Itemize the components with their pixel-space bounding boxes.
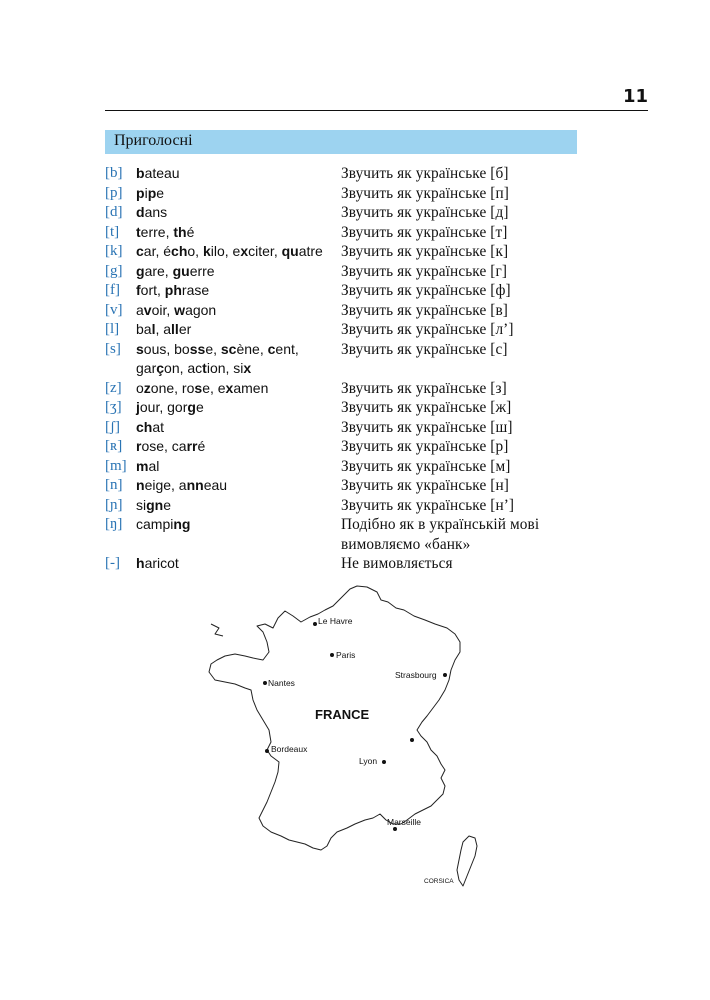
table-row <box>105 223 575 243</box>
table-row <box>105 554 575 574</box>
table-row <box>105 418 575 438</box>
pronunciation-description: Звучить як українське [н’] <box>341 496 515 514</box>
example-words: gare, guerre <box>136 262 215 279</box>
table-row <box>105 476 575 496</box>
nantes-dot <box>263 681 267 685</box>
city-label-lyon: Lyon <box>359 756 378 766</box>
marseille-dot <box>393 827 397 831</box>
phonetics-table <box>105 164 575 574</box>
corsica-label: CORSICA <box>424 878 454 885</box>
le-havre-dot <box>313 622 317 626</box>
city-label-strasbourg: Strasbourg <box>395 670 437 680</box>
table-row <box>105 496 575 516</box>
example-words: pipe <box>136 184 165 201</box>
phonetic-symbol: [ʃ] <box>105 418 120 435</box>
table-row <box>105 242 575 262</box>
phonetic-symbol: [s] <box>105 340 121 357</box>
table-row <box>105 320 575 340</box>
pronunciation-description: Звучить як українське [ш] <box>341 418 513 436</box>
example-words: haricot <box>136 555 179 571</box>
corsica-outline <box>457 836 477 886</box>
pronunciation-description: Звучить як українське [в] <box>341 301 508 319</box>
pronunciation-description: Звучить як українське [р] <box>341 438 509 455</box>
france-map <box>205 580 495 900</box>
phonetic-symbol: [t] <box>105 223 120 240</box>
pronunciation-description: Подібно як в українській мові вимовляємо «банк» <box>341 516 540 553</box>
lyon-dot <box>382 760 386 764</box>
paris-dot <box>330 653 334 657</box>
phonetic-symbol: [ʒ] <box>105 399 122 415</box>
pronunciation-description: Звучить як українське [б] <box>341 165 509 182</box>
pronunciation-description: Звучить як українське [к] <box>341 243 509 260</box>
city-markers <box>263 616 447 831</box>
example-words: bal, aller <box>136 321 192 337</box>
example-words: bateau <box>136 165 180 181</box>
example-words: neige, anneau <box>136 477 228 493</box>
example-words: sous, bosse, scène, cent, garçon, action, six <box>136 340 299 376</box>
table-row <box>105 203 575 223</box>
phonetic-symbol: [b] <box>105 165 123 181</box>
table-row <box>105 398 575 418</box>
example-words: mal <box>136 457 160 474</box>
pronunciation-description: Звучить як українське [ф] <box>341 282 511 299</box>
table-row <box>105 281 575 301</box>
example-words: rose, carré <box>136 438 206 454</box>
pronunciation-description: Звучить як українське [г] <box>341 262 508 280</box>
city-label-paris: Paris <box>336 650 356 660</box>
city-label-bordeaux: Bordeaux <box>271 744 308 754</box>
phonetic-symbol: [k] <box>105 243 123 259</box>
table-row <box>105 164 575 184</box>
table-row <box>105 457 575 477</box>
phonetic-symbol: [f] <box>105 282 120 298</box>
city-label-marseille: Marseille <box>387 817 422 827</box>
section-header <box>105 130 577 154</box>
example-words: chat <box>136 418 165 435</box>
pronunciation-description: Звучить як українське [с] <box>341 340 508 358</box>
phonetic-symbol: [ɲ] <box>105 496 123 513</box>
pronunciation-description: Звучить як українське [ж] <box>341 399 512 416</box>
city-label-le-havre: Le Havre <box>318 616 353 626</box>
phonetic-symbol: [-] <box>105 555 120 571</box>
phonetic-symbol: [z] <box>105 379 122 396</box>
pronunciation-description: Не вимовляється <box>341 555 453 572</box>
pronunciation-description: Звучить як українське [л’] <box>341 321 514 338</box>
phonetic-symbol: [n] <box>105 477 123 493</box>
example-words: dans <box>136 204 168 220</box>
pronunciation-description: Звучить як українське [п] <box>341 184 509 202</box>
city-label-nantes: Nantes <box>268 678 295 688</box>
section-title: Приголосні <box>114 132 193 149</box>
table-row <box>105 515 575 554</box>
table-row <box>105 379 575 399</box>
table-row <box>105 437 575 457</box>
phonetic-symbol: [m] <box>105 457 127 474</box>
strasbourg-dot <box>443 673 447 677</box>
phonetic-symbol: [d] <box>105 204 123 220</box>
coast-detail <box>211 624 223 636</box>
example-words: car, écho, kilo, exciter, quatre <box>136 243 323 259</box>
pronunciation-description: Звучить як українське [д] <box>341 204 509 221</box>
pronunciation-description: Звучить як українське [з] <box>341 379 507 397</box>
example-words: camping <box>136 516 191 532</box>
alps-dot <box>410 738 414 742</box>
header-rule <box>105 110 648 111</box>
table-row <box>105 262 575 282</box>
example-words: jour, gorge <box>136 399 204 415</box>
example-words: signe <box>136 496 172 513</box>
bordeaux-dot <box>265 749 269 753</box>
example-words: ozone, rose, examen <box>136 379 269 396</box>
phonetic-symbol: [p] <box>105 184 123 201</box>
country-label: FRANCE <box>315 707 370 722</box>
table-row <box>105 301 575 321</box>
phonetic-symbol: [ŋ] <box>105 516 123 532</box>
phonetic-symbol: [ʀ] <box>105 438 123 454</box>
phonetic-symbol: [v] <box>105 301 123 318</box>
pronunciation-description: Звучить як українське [м] <box>341 457 511 475</box>
pronunciation-description: Звучить як українське [т] <box>341 223 508 241</box>
example-words: terre, thé <box>136 223 195 240</box>
pronunciation-description: Звучить як українське [н] <box>341 477 509 494</box>
table-row <box>105 340 575 379</box>
example-words: fort, phrase <box>136 282 210 298</box>
table-row <box>105 184 575 204</box>
page-number: 11 <box>622 86 648 107</box>
phonetic-symbol: [g] <box>105 262 123 279</box>
example-words: avoir, wagon <box>136 301 217 318</box>
phonetic-symbol: [l] <box>105 321 120 337</box>
